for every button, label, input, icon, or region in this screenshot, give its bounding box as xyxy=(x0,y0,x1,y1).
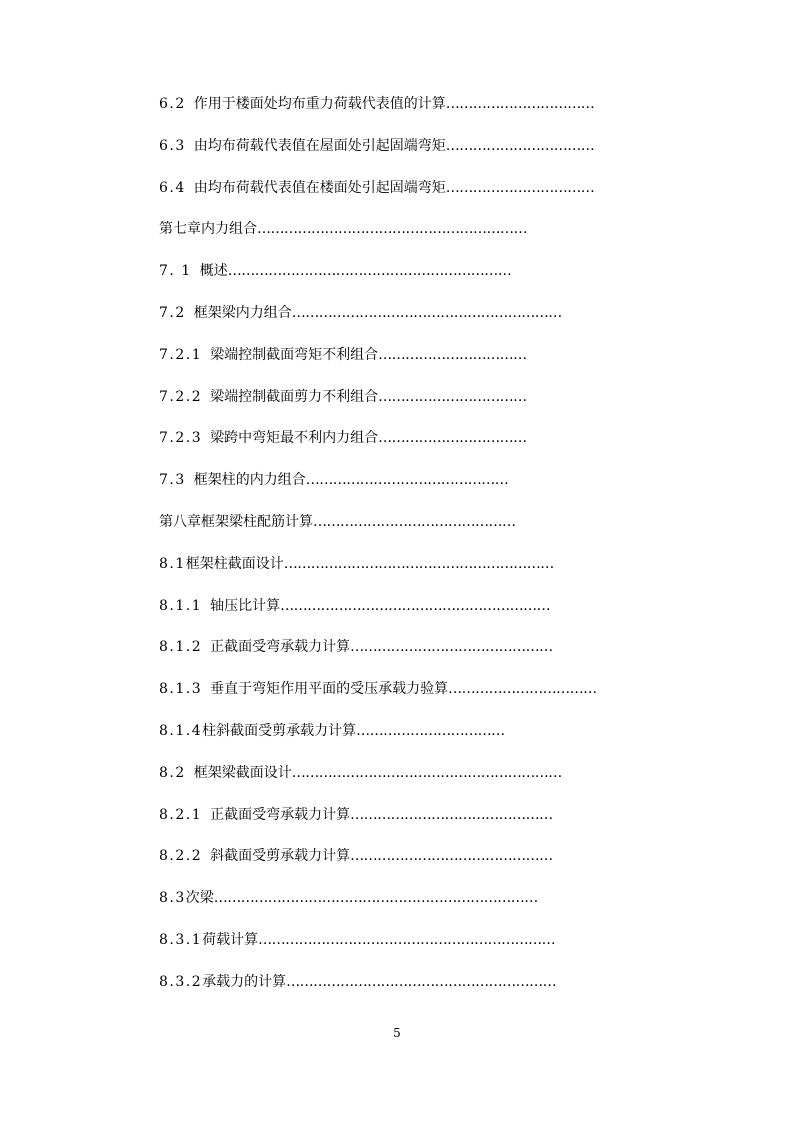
section-number: 8.1.4 xyxy=(159,722,203,739)
leader-dots: …………………………… xyxy=(378,430,527,447)
section-title: 正截面受弯承载力计算 xyxy=(210,639,351,656)
leader-dots: …………………………………………………… xyxy=(257,221,527,238)
section-number: 7.2.1 xyxy=(159,346,203,363)
section-number: 8.2 xyxy=(159,764,186,781)
leader-dots: ………………………………………………………… xyxy=(258,931,556,948)
toc-entry xyxy=(159,886,679,928)
section-title: 由均布荷载代表值在楼面处引起固端弯矩 xyxy=(193,179,446,196)
toc-entry xyxy=(159,552,679,594)
section-number: 7.2.3 xyxy=(159,430,203,447)
toc-entry xyxy=(159,176,679,218)
leader-dots: …………………………………………………… xyxy=(280,597,551,614)
section-title: 概述 xyxy=(199,263,228,280)
toc-entry xyxy=(159,301,679,343)
section-title: 柱斜截面受剪承载力计算 xyxy=(202,722,357,739)
toc-entry xyxy=(159,343,679,385)
leader-dots: …………………………… xyxy=(445,137,595,154)
toc-entry xyxy=(159,426,679,468)
toc-entry xyxy=(159,259,679,301)
toc-entry xyxy=(159,635,679,677)
toc-entry xyxy=(159,385,679,427)
chapter-title: 第八章框架梁柱配筋计算 xyxy=(159,513,313,530)
toc-entry xyxy=(159,761,679,803)
leader-dots: …………………………………………………… xyxy=(283,555,554,572)
section-number: 8.2.1 xyxy=(159,806,203,823)
section-title: 荷载计算 xyxy=(202,931,259,948)
leader-dots: ……………………………………… xyxy=(350,848,553,865)
section-number: 7. 1 xyxy=(159,263,192,280)
toc-entry xyxy=(159,468,679,510)
section-number: 7.3 xyxy=(159,472,186,489)
section-number: 8.1.3 xyxy=(159,681,203,698)
leader-dots: ……………………………………… xyxy=(313,513,516,530)
toc-entry xyxy=(159,844,679,886)
chapter-title: 第七章内力组合 xyxy=(159,221,257,238)
toc-entry xyxy=(159,970,679,1012)
toc-chapter-entry xyxy=(159,510,679,552)
page-number: 5 xyxy=(393,1026,401,1040)
section-number: 8.3 xyxy=(159,890,186,907)
leader-dots: ……………………………………………………………… xyxy=(213,890,538,907)
leader-dots: …………………………… xyxy=(448,681,597,698)
leader-dots: ……………………………………… xyxy=(350,639,553,656)
toc-entry xyxy=(159,677,679,719)
leader-dots: …………………………… xyxy=(445,96,595,112)
section-title: 框架梁内力组合 xyxy=(193,304,292,321)
section-title: 框架柱的内力组合 xyxy=(193,472,306,489)
section-number: 6.4 xyxy=(159,179,186,196)
section-title: 正截面受弯承载力计算 xyxy=(210,806,351,823)
section-title: 由均布荷载代表值在屋面处引起固端弯矩 xyxy=(193,137,446,154)
section-title: 框架梁截面设计 xyxy=(193,764,292,781)
section-title: 轴压比计算 xyxy=(210,597,281,614)
toc-entry xyxy=(159,594,679,636)
toc-entry xyxy=(159,803,679,845)
section-title: 梁跨中弯矩最不利内力组合 xyxy=(210,430,379,447)
leader-dots: ……………………………………………………… xyxy=(227,263,512,280)
section-number: 6.3 xyxy=(159,137,186,154)
section-number: 8.3.2 xyxy=(159,973,203,990)
leader-dots: …………………………… xyxy=(445,179,595,196)
toc-entry xyxy=(159,92,679,134)
leader-dots: ……………………………………… xyxy=(305,472,509,489)
section-title: 作用于楼面处均布重力荷载代表值的计算 xyxy=(193,96,446,112)
section-number: 8.3.1 xyxy=(159,931,203,948)
section-number: 7.2 xyxy=(159,304,186,321)
section-number: 8.2.2 xyxy=(159,848,203,865)
leader-dots: …………………………… xyxy=(378,346,527,363)
toc-entry xyxy=(159,134,679,176)
table-of-contents xyxy=(159,92,679,1012)
section-title: 斜截面受剪承载力计算 xyxy=(210,848,351,865)
leader-dots: ……………………………………… xyxy=(350,806,553,823)
section-number: 6.2 xyxy=(159,96,186,112)
toc-entry xyxy=(159,928,679,970)
section-title: 框架柱截面设计 xyxy=(185,555,284,572)
section-number: 8.1.1 xyxy=(159,597,203,614)
section-title: 次梁 xyxy=(185,890,214,907)
leader-dots: …………………………… xyxy=(378,388,527,405)
toc-entry xyxy=(159,719,679,761)
leader-dots: …………………………………………………… xyxy=(286,973,557,990)
section-title: 承载力的计算 xyxy=(202,973,287,990)
section-number: 8.1 xyxy=(159,555,186,572)
section-title: 梁端控制截面弯矩不利组合 xyxy=(210,346,379,363)
leader-dots: …………………………………………………… xyxy=(291,764,562,781)
leader-dots: …………………………… xyxy=(356,722,505,739)
section-title: 梁端控制截面剪力不利组合 xyxy=(210,388,379,405)
section-number: 8.1.2 xyxy=(159,639,203,656)
leader-dots: …………………………………………………… xyxy=(291,304,562,321)
section-title: 垂直于弯矩作用平面的受压承载力验算 xyxy=(210,681,449,698)
toc-chapter-entry xyxy=(159,217,679,259)
section-number: 7.2.2 xyxy=(159,388,203,405)
